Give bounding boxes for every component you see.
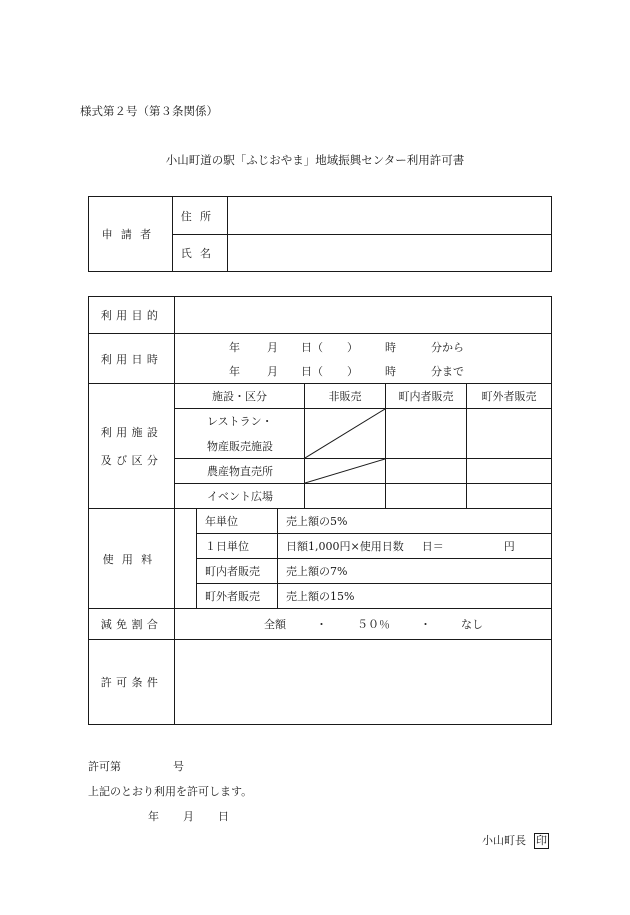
use-date-label: 利用日時 — [89, 334, 175, 384]
diagonal-strike — [305, 409, 385, 458]
applicant-header: 申請者 — [89, 197, 173, 272]
fee-desc-outside: 売上額の15% — [278, 584, 552, 609]
reduction-separator: ・ — [420, 618, 431, 631]
restaurant-outside-cell[interactable] — [467, 409, 552, 459]
mayor-signature — [482, 832, 549, 849]
permit-number-suffix: 号 — [173, 760, 184, 773]
farm-nonsales-cell[interactable] — [305, 459, 386, 484]
fee-unit-day: １日単位 — [197, 534, 278, 559]
fee-desc-local: 売上額の7% — [278, 559, 552, 584]
end-year-label: 年 — [229, 364, 240, 378]
usage-table — [88, 296, 552, 725]
facility-header-category: 施設・区分 — [175, 384, 305, 409]
applicant-table — [88, 196, 552, 272]
event-nonsales-cell[interactable] — [305, 484, 386, 509]
address-label: 住所 — [173, 197, 228, 235]
permission-statement: 上記のとおり利用を許可します。 — [88, 785, 253, 798]
facility-header-local-sales: 町内者販売 — [386, 384, 467, 409]
end-day-label: 日（ — [301, 364, 323, 378]
start-hour-label: 時 — [385, 340, 396, 354]
restaurant-nonsales-cell[interactable] — [305, 409, 386, 459]
facility-label: 利用施設 及び区分 — [89, 384, 175, 509]
end-weekday-close: ） — [347, 364, 358, 378]
reduction-option-full[interactable]: 全額 — [264, 618, 286, 631]
reduction-option-half[interactable]: ５０％ — [357, 618, 390, 631]
facility-header-nonsales: 非販売 — [305, 384, 386, 409]
facility-event-plaza: イベント広場 — [175, 484, 305, 509]
mayor-title: 小山町長 — [482, 834, 526, 847]
form-number-label: 様式第２号（第３条関係） — [80, 104, 218, 118]
use-date-start — [175, 335, 551, 359]
reduction-options[interactable] — [175, 609, 552, 640]
issue-date — [148, 808, 229, 824]
fee-day-formula: 日額1,000円×使用日数 — [286, 540, 404, 553]
start-weekday-close: ） — [347, 340, 358, 354]
permit-number-line — [88, 758, 184, 774]
document-title: 小山町道の駅「ふじおやま」地域振興センター利用許可書 — [165, 153, 465, 167]
use-date-end — [175, 359, 551, 383]
reduction-option-none[interactable]: なし — [461, 618, 483, 631]
issue-day-label: 日 — [218, 810, 229, 823]
end-hour-label: 時 — [385, 364, 396, 378]
purpose-label: 利用目的 — [89, 297, 175, 334]
event-local-cell[interactable] — [386, 484, 467, 509]
issue-month-label: 月 — [183, 810, 194, 823]
start-month-label: 月 — [267, 340, 278, 354]
fee-unit-outside: 町外者販売 — [197, 584, 278, 609]
fee-day-yen: 円 — [503, 540, 515, 553]
fee-desc-year: 売上額の5% — [278, 509, 552, 534]
event-outside-cell[interactable] — [467, 484, 552, 509]
conditions-label: 許可条件 — [89, 640, 175, 725]
name-field[interactable] — [228, 235, 552, 272]
issue-year-label: 年 — [148, 810, 159, 823]
start-day-label: 日（ — [301, 340, 323, 354]
fee-day-equals: 日＝ — [421, 540, 444, 553]
facility-restaurant-line1: レストラン・ — [175, 409, 305, 434]
conditions-field[interactable] — [175, 640, 552, 725]
fee-unit-year: 年単位 — [197, 509, 278, 534]
diagonal-strike — [305, 459, 385, 483]
permit-number-prefix: 許可第 — [88, 760, 121, 773]
name-label: 氏名 — [173, 235, 228, 272]
facility-header-outside-sales: 町外者販売 — [467, 384, 552, 409]
farm-outside-cell[interactable] — [467, 459, 552, 484]
fee-check-column[interactable] — [175, 509, 197, 609]
fee-label: 使用料 — [89, 509, 175, 609]
address-field[interactable] — [228, 197, 552, 235]
fee-desc-day — [278, 534, 552, 559]
start-year-label: 年 — [229, 340, 240, 354]
reduction-label: 減免割合 — [89, 609, 175, 640]
purpose-field[interactable] — [175, 297, 552, 334]
fee-unit-local: 町内者販売 — [197, 559, 278, 584]
facility-farm-market: 農産物直売所 — [175, 459, 305, 484]
facility-restaurant-line2: 物産販売施設 — [175, 434, 305, 459]
end-minute-label: 分まで — [431, 364, 464, 378]
seal-mark: 印 — [536, 834, 547, 847]
start-minute-label: 分から — [431, 340, 464, 354]
reduction-separator: ・ — [316, 618, 327, 631]
end-month-label: 月 — [267, 364, 278, 378]
use-date-field[interactable] — [175, 334, 552, 384]
restaurant-local-cell[interactable] — [386, 409, 467, 459]
farm-local-cell[interactable] — [386, 459, 467, 484]
